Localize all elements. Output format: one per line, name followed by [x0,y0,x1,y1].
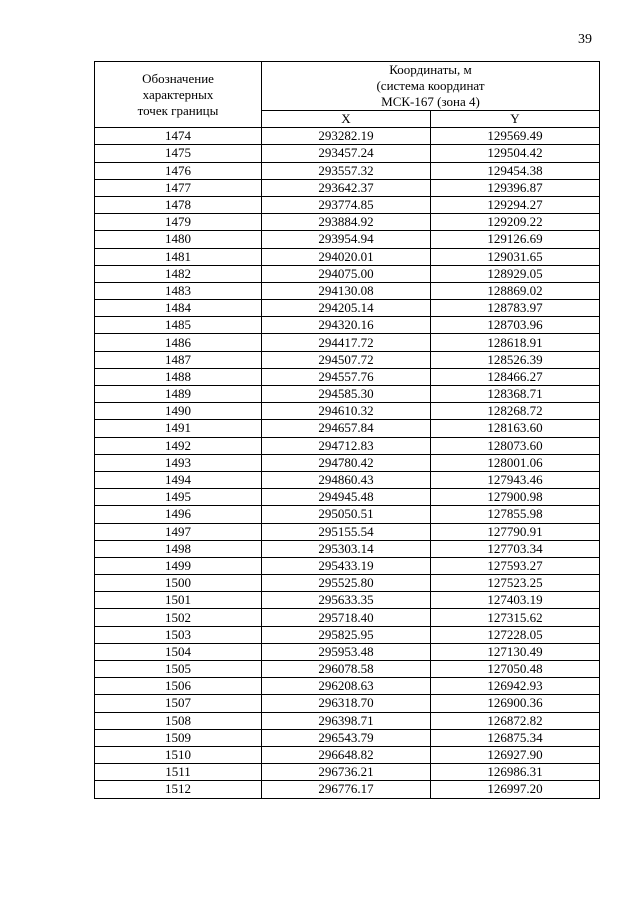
point-id-cell: 1508 [95,712,262,729]
y-coordinate-cell: 127943.46 [431,471,600,488]
y-coordinate-cell: 126942.93 [431,678,600,695]
y-coordinate-cell: 127228.05 [431,626,600,643]
point-id-cell: 1482 [95,265,262,282]
y-coordinate-cell: 128929.05 [431,265,600,282]
x-coordinate-cell: 296543.79 [262,729,431,746]
y-coordinate-cell: 129209.22 [431,214,600,231]
table-row [95,729,600,746]
y-coordinate-cell: 127855.98 [431,506,600,523]
point-id-cell: 1490 [95,403,262,420]
point-id-cell: 1492 [95,437,262,454]
table-row [95,454,600,471]
x-coordinate-cell: 293774.85 [262,196,431,213]
coordinates-header: Координаты, м (система координат МСК-167 (зона 4) [262,62,600,111]
table-row [95,626,600,643]
table-row [95,403,600,420]
x-coordinate-cell: 294205.14 [262,300,431,317]
y-coordinate-cell: 129126.69 [431,231,600,248]
y-coordinate-cell: 128073.60 [431,437,600,454]
y-coordinate-cell: 126875.34 [431,729,600,746]
table-row [95,162,600,179]
table-row [95,145,600,162]
x-coordinate-cell: 295155.54 [262,523,431,540]
point-id-cell: 1474 [95,128,262,145]
table-row [95,506,600,523]
table-row [95,437,600,454]
point-id-cell: 1483 [95,282,262,299]
table-row [95,386,600,403]
y-coordinate-cell: 126927.90 [431,746,600,763]
y-coordinate-cell: 127130.49 [431,643,600,660]
table-row [95,231,600,248]
y-coordinate-cell: 128368.71 [431,386,600,403]
y-coordinate-cell: 127050.48 [431,661,600,678]
y-coordinate-cell: 128001.06 [431,454,600,471]
table-row [95,678,600,695]
point-id-cell: 1506 [95,678,262,695]
point-id-cell: 1497 [95,523,262,540]
point-id-cell: 1480 [95,231,262,248]
point-id-cell: 1477 [95,179,262,196]
y-coordinate-cell: 127315.62 [431,609,600,626]
x-coordinate-cell: 295303.14 [262,540,431,557]
y-coordinate-cell: 126997.20 [431,781,600,798]
x-coordinate-cell: 294020.01 [262,248,431,265]
point-id-cell: 1495 [95,489,262,506]
point-id-cell: 1505 [95,661,262,678]
x-coordinate-cell: 293954.94 [262,231,431,248]
x-coordinate-cell: 293642.37 [262,179,431,196]
x-coordinate-cell: 295433.19 [262,557,431,574]
point-id-cell: 1509 [95,729,262,746]
table-row [95,557,600,574]
point-id-cell: 1500 [95,575,262,592]
table-row [95,265,600,282]
table-row [95,282,600,299]
table-row [95,781,600,798]
x-coordinate-cell: 294320.16 [262,317,431,334]
table-row [95,317,600,334]
x-coordinate-cell: 294130.08 [262,282,431,299]
x-coordinate-cell: 294860.43 [262,471,431,488]
y-coordinate-cell: 128526.39 [431,351,600,368]
table-row [95,764,600,781]
point-id-cell: 1493 [95,454,262,471]
x-coordinate-cell: 296648.82 [262,746,431,763]
x-coordinate-cell: 294610.32 [262,403,431,420]
point-id-cell: 1512 [95,781,262,798]
x-coordinate-cell: 295633.35 [262,592,431,609]
y-coordinate-cell: 127703.34 [431,540,600,557]
table-body [95,128,600,798]
x-coordinate-cell: 294945.48 [262,489,431,506]
y-header: Y [431,111,600,128]
y-coordinate-cell: 129504.42 [431,145,600,162]
point-id-cell: 1479 [95,214,262,231]
point-id-cell: 1481 [95,248,262,265]
y-coordinate-cell: 129031.65 [431,248,600,265]
point-id-cell: 1491 [95,420,262,437]
point-id-cell: 1501 [95,592,262,609]
x-coordinate-cell: 294557.76 [262,368,431,385]
y-coordinate-cell: 127403.19 [431,592,600,609]
x-coordinate-cell: 295050.51 [262,506,431,523]
table-row [95,368,600,385]
x-coordinate-cell: 294417.72 [262,334,431,351]
table-row [95,300,600,317]
table-row [95,248,600,265]
x-coordinate-cell: 294507.72 [262,351,431,368]
x-coordinate-cell: 293457.24 [262,145,431,162]
x-coordinate-cell: 296398.71 [262,712,431,729]
y-coordinate-cell: 128703.96 [431,317,600,334]
x-coordinate-cell: 294780.42 [262,454,431,471]
table-row [95,695,600,712]
y-coordinate-cell: 128268.72 [431,403,600,420]
point-id-cell: 1496 [95,506,262,523]
x-coordinate-cell: 294585.30 [262,386,431,403]
x-coordinate-cell: 296208.63 [262,678,431,695]
table-row [95,351,600,368]
y-coordinate-cell: 129396.87 [431,179,600,196]
table-row [95,334,600,351]
table-row [95,609,600,626]
x-coordinate-cell: 295718.40 [262,609,431,626]
x-coordinate-cell: 295525.80 [262,575,431,592]
y-coordinate-cell: 129294.27 [431,196,600,213]
x-coordinate-cell: 294712.83 [262,437,431,454]
point-id-cell: 1507 [95,695,262,712]
point-id-cell: 1487 [95,351,262,368]
table-row [95,661,600,678]
x-coordinate-cell: 295825.95 [262,626,431,643]
x-coordinate-cell: 293884.92 [262,214,431,231]
point-id-cell: 1475 [95,145,262,162]
point-id-cell: 1511 [95,764,262,781]
y-coordinate-cell: 127593.27 [431,557,600,574]
x-coordinate-cell: 294657.84 [262,420,431,437]
point-id-cell: 1510 [95,746,262,763]
point-id-cell: 1486 [95,334,262,351]
point-id-cell: 1502 [95,609,262,626]
y-coordinate-cell: 126872.82 [431,712,600,729]
point-id-cell: 1478 [95,196,262,213]
y-coordinate-cell: 128163.60 [431,420,600,437]
table-row [95,643,600,660]
point-id-cell: 1499 [95,557,262,574]
point-id-cell: 1489 [95,386,262,403]
table-row [95,420,600,437]
x-coordinate-cell: 296736.21 [262,764,431,781]
x-coordinate-cell: 296318.70 [262,695,431,712]
x-coordinate-cell: 293282.19 [262,128,431,145]
table-row [95,592,600,609]
point-label-header: Обозначение характерных точек границы [95,62,262,128]
point-id-cell: 1494 [95,471,262,488]
y-coordinate-cell: 127790.91 [431,523,600,540]
x-coordinate-cell: 296078.58 [262,661,431,678]
table-row [95,471,600,488]
y-coordinate-cell: 127523.25 [431,575,600,592]
point-id-cell: 1488 [95,368,262,385]
coordinates-table [94,61,600,799]
y-coordinate-cell: 126900.36 [431,695,600,712]
page-number: 39 [578,32,592,47]
point-id-cell: 1476 [95,162,262,179]
y-coordinate-cell: 128466.27 [431,368,600,385]
table-row [95,214,600,231]
y-coordinate-cell: 128618.91 [431,334,600,351]
table-row [95,575,600,592]
y-coordinate-cell: 126986.31 [431,764,600,781]
y-coordinate-cell: 128869.02 [431,282,600,299]
x-coordinate-cell: 295953.48 [262,643,431,660]
table-row [95,196,600,213]
y-coordinate-cell: 129454.38 [431,162,600,179]
point-id-cell: 1485 [95,317,262,334]
table-row [95,179,600,196]
x-coordinate-cell: 293557.32 [262,162,431,179]
x-coordinate-cell: 296776.17 [262,781,431,798]
y-coordinate-cell: 127900.98 [431,489,600,506]
table-row [95,540,600,557]
point-id-cell: 1498 [95,540,262,557]
table-row [95,489,600,506]
y-coordinate-cell: 129569.49 [431,128,600,145]
point-id-cell: 1504 [95,643,262,660]
table-row [95,128,600,145]
table-row [95,746,600,763]
x-header: X [262,111,431,128]
table-row [95,712,600,729]
point-id-cell: 1503 [95,626,262,643]
y-coordinate-cell: 128783.97 [431,300,600,317]
point-id-cell: 1484 [95,300,262,317]
x-coordinate-cell: 294075.00 [262,265,431,282]
table-row [95,523,600,540]
